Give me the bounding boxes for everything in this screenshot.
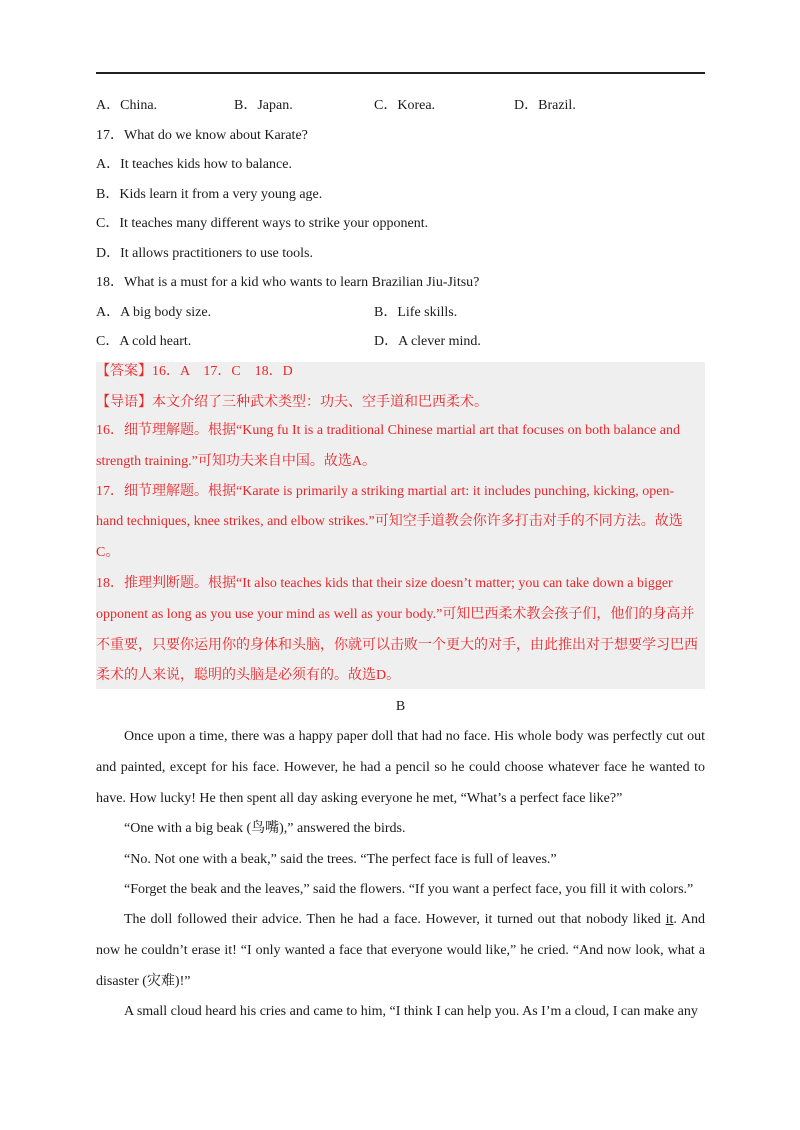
q17-option-c: C．It teaches many different ways to strike your opponent. xyxy=(96,216,429,231)
explain-16-line-2: strength training.”可知功夫来自中国。故选A。 xyxy=(96,454,376,469)
explain-16-line-1: 16．细节理解题。根据“Kung fu It is a traditional Chinese martial art that focuses on both balance and xyxy=(96,423,680,438)
q18-option-b: B．Life skills. xyxy=(374,305,458,320)
passage-paragraph-1: Once upon a time, there was a happy paper doll that had no face. His whole body was perfectly cut out and painted, except for his face. However, he had a pencil so he could choose whatever face he wanted to have. How lucky! He then spent all day asking everyone he met, “What’s a perfect face like?” xyxy=(96,729,705,806)
q18-option-c: C．A cold heart. xyxy=(96,334,192,349)
q16-option-d: D．Brazil. xyxy=(514,98,576,113)
passage-paragraph-5 xyxy=(96,904,705,997)
q16-option-c: C．Korea. xyxy=(374,98,436,113)
explain-18-line-2: opponent as long as you use your mind as well as your body.”可知巴西柔术教会孩子们，他们的身高并 xyxy=(96,607,695,622)
passage-paragraph-3: “No. Not one with a beak,” said the trees. “The perfect face is full of leaves.” xyxy=(124,852,557,867)
explain-18-line-3: 不重要，只要你运用你的身体和头脑，你就可以击败一个更大的对手，由此推出对于想要学习巴西 xyxy=(96,638,698,653)
explain-18-line-1: 18．推理判断题。根据“It also teaches kids that their size doesn’t matter; you can take down a bigger xyxy=(96,576,673,591)
passage-paragraph-4: “Forget the beak and the leaves,” said the flowers. “If you want a perfect face, you fill it with colors.” xyxy=(124,882,694,897)
passage-paragraph-6: A small cloud heard his cries and came to him, “I think I can help you. As I’m a cloud, I can make any xyxy=(124,1004,698,1019)
explain-18-line-4: 柔术的人来说，聪明的头脑是必须有的。故选D。 xyxy=(96,668,401,683)
explain-17-line-3: C。 xyxy=(96,545,120,560)
paragraph-5-part-a: The doll followed their advice. Then he had a face. However, it turned out that nobody liked xyxy=(124,912,666,927)
explain-17-line-2: hand techniques, knee strikes, and elbow strikes.”可知空手道教会你许多打击对手的不同方法。故选 xyxy=(96,514,683,529)
passage-paragraph-2: “One with a big beak (鸟嘴),” answered the birds. xyxy=(124,821,406,836)
q17-option-d: D．It allows practitioners to use tools. xyxy=(96,246,313,261)
answer-guide: 【导语】本文介绍了三种武术类型：功夫、空手道和巴西柔术。 xyxy=(96,395,488,410)
q17-stem: 17．What do we know about Karate? xyxy=(96,128,308,143)
q17-option-a: A．It teaches kids how to balance. xyxy=(96,157,292,172)
q16-option-a: A．China. xyxy=(96,98,158,113)
document-page xyxy=(96,0,705,1130)
q18-option-a: A．A big body size. xyxy=(96,305,212,320)
header-rule xyxy=(96,72,705,74)
underlined-word-it: it xyxy=(665,912,674,927)
q18-stem: 18．What is a must for a kid who wants to learn Brazilian Jiu-Jitsu? xyxy=(96,275,480,290)
paragraph-5-part-b: . And now he couldn’t erase it! “I only wanted a face that everyone would like,” he cried. “And now look, what a disaster (灾难)!” xyxy=(96,912,705,989)
answer-key: 【答案】16．A 17．C 18．D xyxy=(96,364,293,379)
q16-option-b: B．Japan. xyxy=(234,98,293,113)
q17-option-b: B．Kids learn it from a very young age. xyxy=(96,187,323,202)
q18-option-d: D．A clever mind. xyxy=(374,334,481,349)
section-heading: B xyxy=(395,699,406,714)
explain-17-line-1: 17．细节理解题。根据“Karate is primarily a striking martial art: it includes punching, kicking, open- xyxy=(96,484,675,499)
